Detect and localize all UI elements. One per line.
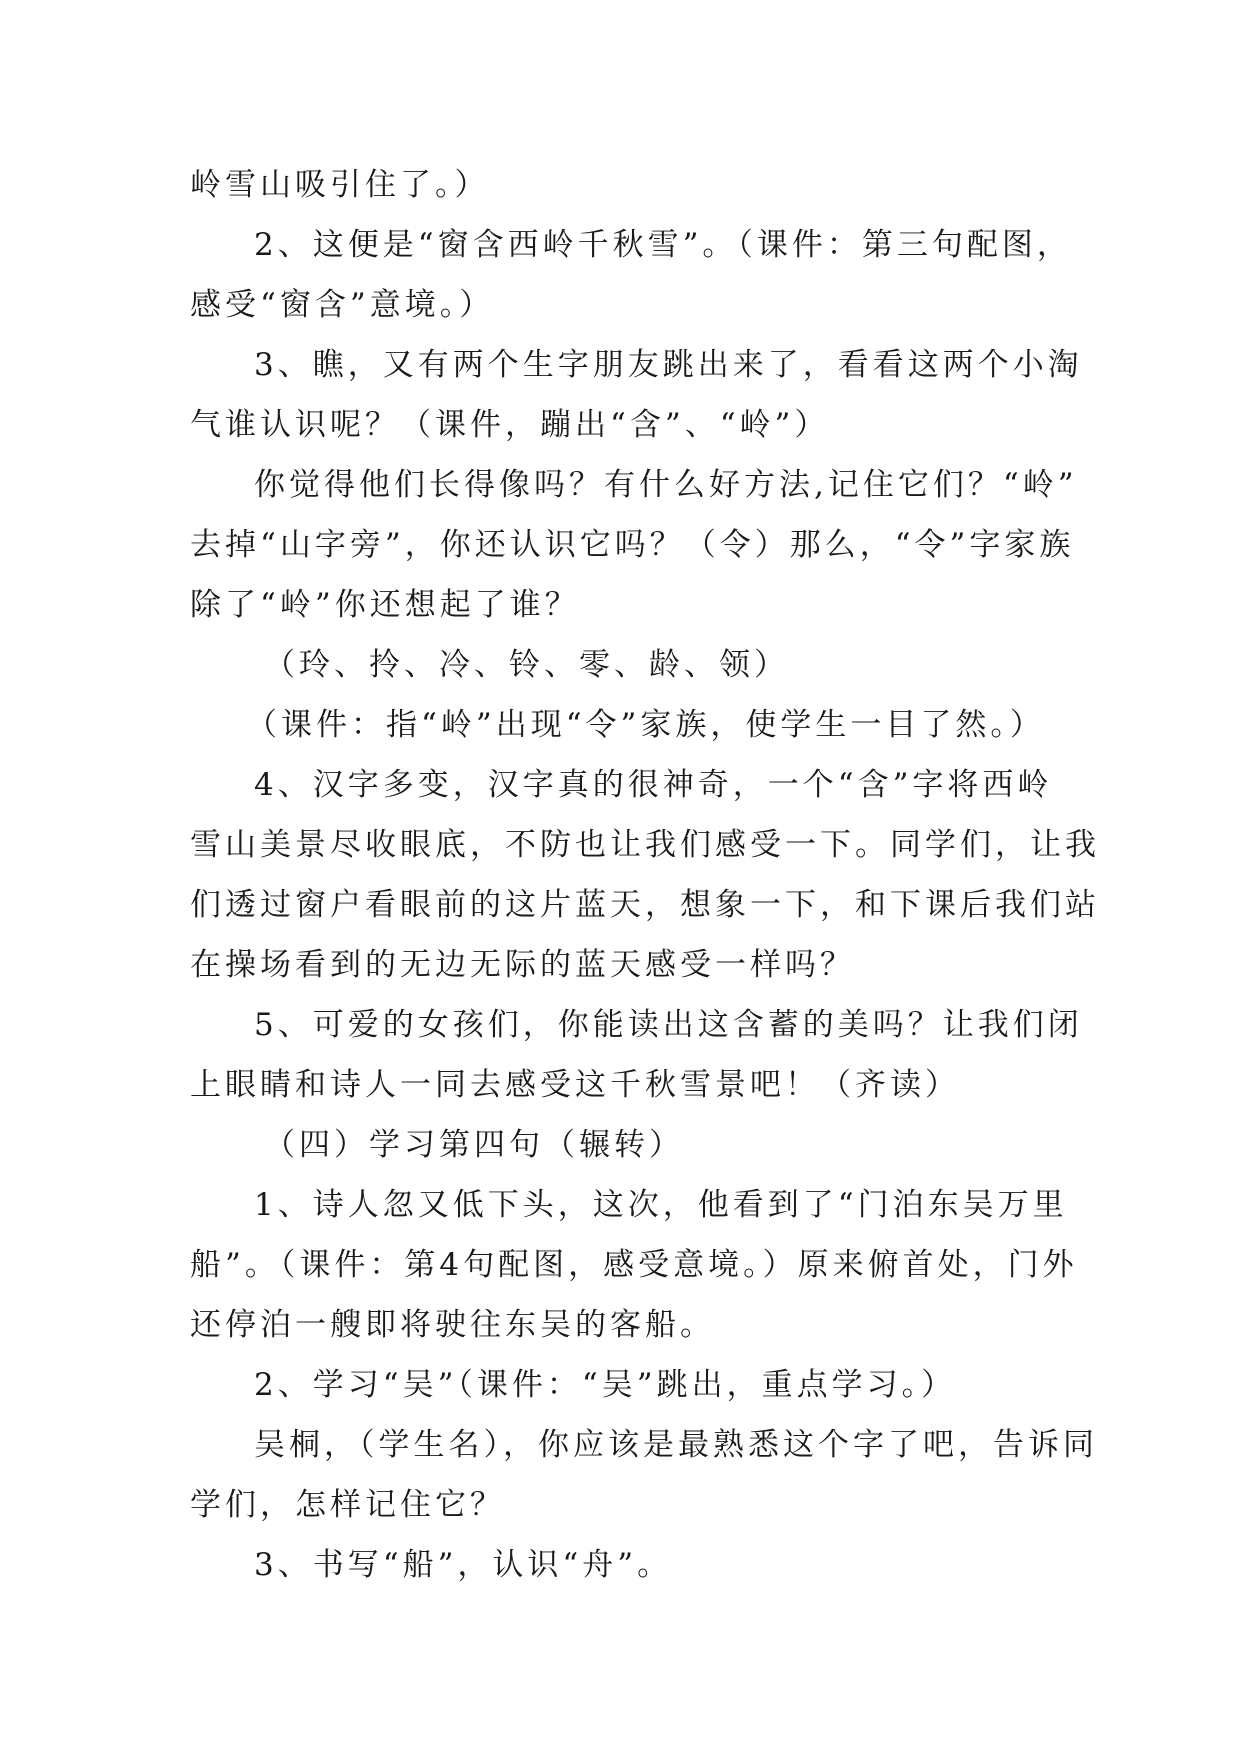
text-line: 2、这便是“窗含西岭千秋雪”。（课件：第三句配图， <box>254 227 1072 263</box>
text-line: 岭雪山吸引住了。） <box>190 167 490 203</box>
text-line: （玲、拎、冷、铃、零、龄、领） <box>264 647 789 683</box>
text-line: （课件：指“岭”出现“令”家族，使学生一目了然。） <box>246 707 1045 743</box>
text-line: 3、瞧，又有两个生字朋友跳出来了，看看这两个小淘 <box>254 347 1083 383</box>
text-line: 还停泊一艘即将驶往东吴的客船。 <box>190 1307 715 1343</box>
text-line: 上眼睛和诗人一同去感受这千秋雪景吧！（齐读） <box>190 1067 960 1103</box>
text-line: 4、汉字多变，汉字真的很神奇，一个“含”字将西岭 <box>254 767 1053 803</box>
text-line: 感受“窗含”意境。） <box>190 287 495 323</box>
text-line: 3、书写“船”，认识“舟”。 <box>254 1547 673 1583</box>
text-line: 吴桐，（学生名），你应该是最熟悉这个字了吧，告诉同 <box>254 1427 1098 1463</box>
text-line: 雪山美景尽收眼底，不防也让我们感受一下。同学们，让我 <box>190 827 1100 863</box>
text-line: 1、诗人忽又低下头，这次，他看到了“门泊东吴万里 <box>254 1187 1068 1223</box>
text-line: 你觉得他们长得像吗？有什么好方法,记住它们？“岭” <box>254 467 1078 503</box>
text-line: 船”。（课件：第4句配图，感受意境。）原来俯首处，门外 <box>190 1247 1078 1283</box>
section-heading: （四）学习第四句（辗转） <box>264 1127 684 1163</box>
text-line: 气谁认识呢？（课件，蹦出“含”、“岭”） <box>190 407 830 443</box>
text-line: 学们，怎样记住它？ <box>190 1487 505 1523</box>
document-body <box>190 155 1100 1595</box>
text-line: 去掉“山字旁”，你还认识它吗？（令）那么，“令”字家族 <box>190 527 1075 563</box>
text-line: 2、学习“吴”（课件：“吴”跳出，重点学习。） <box>254 1367 957 1403</box>
text-line: 除了“岭”你还想起了谁？ <box>190 587 580 623</box>
text-line: 在操场看到的无边无际的蓝天感受一样吗？ <box>190 947 855 983</box>
text-line: 5、可爱的女孩们，你能读出这含蓄的美吗？让我们闭 <box>254 1007 1083 1043</box>
text-line: 们透过窗户看眼前的这片蓝天，想象一下，和下课后我们站 <box>190 887 1100 923</box>
